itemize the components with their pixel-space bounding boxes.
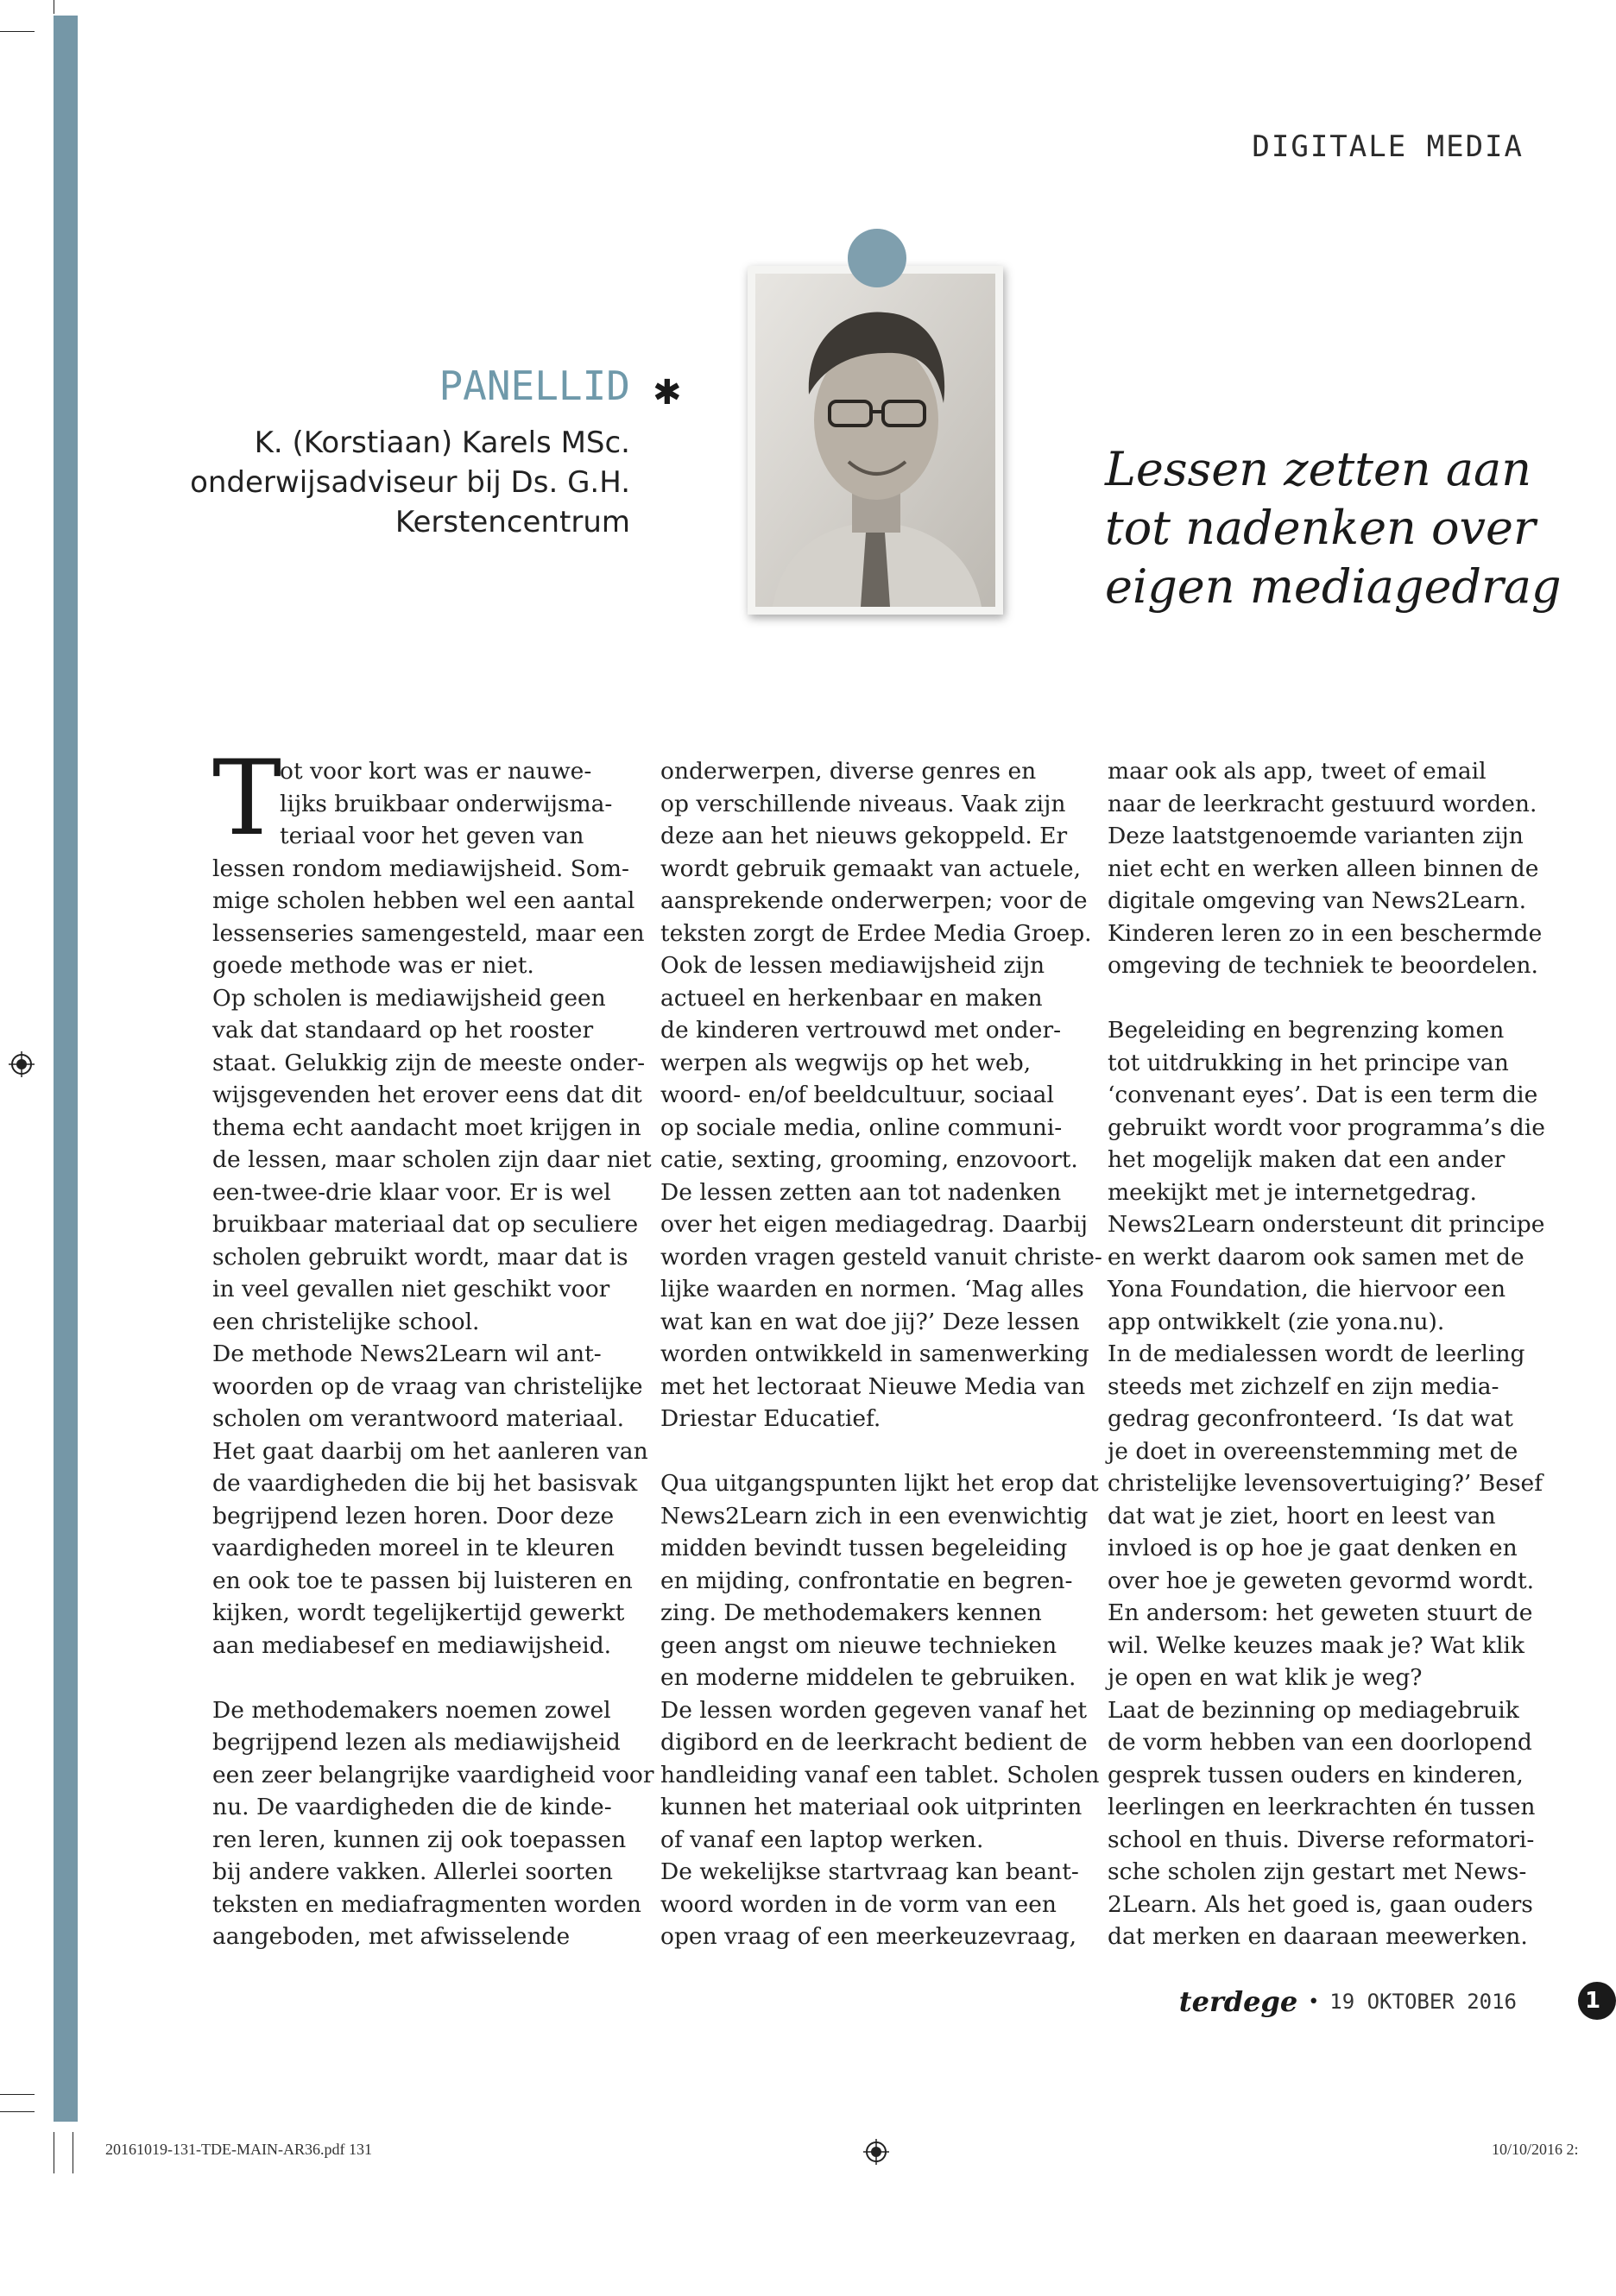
text-line: een christelijke school. xyxy=(212,1308,480,1335)
text-line: je open en wat klik je weg? xyxy=(1108,1664,1423,1691)
text-line: ot voor kort was er nauwe- xyxy=(280,758,592,785)
star-icon: ✱ xyxy=(653,373,682,413)
text-line: thema echt aandacht moet krijgen in xyxy=(212,1113,641,1141)
text-line: over het eigen mediagedrag. Daarbij xyxy=(660,1211,1088,1238)
text-line: aangeboden, met afwisselende xyxy=(212,1923,571,1950)
text-line: handleiding vanaf een tablet. Scholen xyxy=(660,1761,1100,1788)
text-line: In de medialessen wordt de leerling xyxy=(1108,1340,1525,1367)
text-line: en mijding, confrontatie en begren- xyxy=(660,1567,1073,1594)
text-line: aan mediabesef en mediawijsheid. xyxy=(212,1631,612,1659)
text-line: woord worden in de vorm van een xyxy=(660,1890,1057,1918)
text-line: Het gaat daarbij om het aanleren van xyxy=(212,1437,648,1465)
text-line: teriaal voor het geven van xyxy=(280,823,584,849)
text-line: staat. Gelukkig zijn de meeste onder- xyxy=(212,1049,646,1076)
text-line: ‘convenant eyes’. Dat is een term die xyxy=(1108,1082,1538,1108)
text-line: en werkt daarom ook samen met de xyxy=(1108,1243,1524,1271)
text-line: goede methode was er niet. xyxy=(212,952,534,979)
text-line xyxy=(212,1662,635,1694)
crop-mark xyxy=(0,2111,35,2112)
text-line: vak dat standaard op het rooster xyxy=(212,1017,594,1044)
print-slug-datetime: 10/10/2016 2: xyxy=(1492,2141,1579,2158)
text-line: nu. De vaardigheden die de kinde- xyxy=(212,1794,612,1820)
photo-pin xyxy=(848,229,906,287)
headline-line: Lessen zetten aan xyxy=(1105,442,1532,496)
text-line: deze aan het nieuws gekoppeld. Er xyxy=(660,823,1068,849)
text-line: De methode News2Learn wil ant- xyxy=(212,1340,602,1367)
text-line: school en thuis. Diverse reformatori- xyxy=(1108,1826,1535,1853)
text-line: News2Learn zich in een evenwichtig xyxy=(660,1502,1089,1530)
text-line: digitale omgeving van News2Learn. xyxy=(1108,887,1527,914)
text-line: leerlingen en leerkrachten én tussen xyxy=(1108,1794,1536,1820)
headline xyxy=(1105,440,1562,616)
text-line: woord- en/of beeldcultuur, sociaal xyxy=(660,1082,1054,1108)
text-line: De wekelijkse startvraag kan beant- xyxy=(660,1858,1079,1885)
portrait-image xyxy=(755,274,995,607)
text-line: Begeleiding en begrenzing komen xyxy=(1108,1017,1505,1044)
text-line: News2Learn ondersteunt dit principe xyxy=(1108,1211,1545,1238)
text-line: lessenseries samengesteld, maar een xyxy=(212,919,645,947)
panel-name-line: onderwijsadviseur bij Ds. G.H. xyxy=(190,465,630,500)
text-line: de vaardigheden die bij het basisvak xyxy=(212,1470,638,1497)
text-line xyxy=(660,1435,1083,1468)
text-line: de lessen, maar scholen zijn daar niet xyxy=(212,1146,652,1173)
text-line: worden vragen gesteld vanuit christe- xyxy=(660,1243,1102,1271)
text-line: ren leren, kunnen zij ook toepassen xyxy=(212,1826,627,1853)
text-line: wat kan en wat doe jij?’ Deze lessen xyxy=(660,1308,1080,1335)
text-line: onderwerpen, diverse genres en xyxy=(660,758,1037,785)
text-line: Qua uitgangspunten lijkt het erop dat xyxy=(660,1470,1099,1497)
text-line: scholen om verantwoord materiaal. xyxy=(212,1405,624,1432)
text-line: scholen gebruikt wordt, maar dat is xyxy=(212,1243,628,1271)
magazine-brand: terdege xyxy=(1178,1985,1298,2018)
page-footer xyxy=(1179,1985,1517,2018)
crop-mark xyxy=(0,2094,35,2095)
headline-line: eigen mediagedrag xyxy=(1105,559,1562,614)
text-line: invloed is op hoe je gaat denken en xyxy=(1108,1535,1518,1561)
page-number: 1 xyxy=(1578,1982,1616,2020)
text-line: over hoe je geweten gevormd wordt. xyxy=(1108,1567,1535,1594)
issue-date: 19 OKTOBER 2016 xyxy=(1329,1990,1517,2014)
text-line: gesprek tussen ouders en kinderen, xyxy=(1108,1761,1524,1788)
text-line: en ook toe te passen bij luisteren en xyxy=(212,1567,633,1594)
crop-mark xyxy=(0,31,35,32)
text-line: kunnen het materiaal ook uitprinten xyxy=(660,1794,1083,1820)
text-line: teksten en mediafragmenten worden xyxy=(212,1890,641,1918)
footer-separator: • xyxy=(1308,1990,1320,2013)
body-column-1 xyxy=(212,755,654,1953)
text-line: begrijpend lezen horen. Door deze xyxy=(212,1502,615,1530)
text-line: lessen rondom mediawijsheid. Som- xyxy=(212,855,629,882)
text-line: De methodemakers noemen zowel xyxy=(212,1696,611,1724)
headline-line: tot nadenken over xyxy=(1105,501,1536,555)
text-line: Deze laatstgenoemde varianten zijn xyxy=(1108,823,1524,849)
text-line: sche scholen zijn gestart met News- xyxy=(1108,1858,1527,1885)
text-line: De lessen worden gegeven vanaf het xyxy=(660,1696,1088,1724)
text-line: Laat de bezinning op mediagebruik xyxy=(1108,1696,1519,1724)
text-line: geen angst om nieuwe technieken xyxy=(660,1631,1057,1659)
text-line: dat merken en daaraan meewerken. xyxy=(1108,1923,1528,1950)
text-line: digibord en de leerkracht bedient de xyxy=(660,1729,1088,1756)
text-line: begrijpend lezen als mediawijsheid xyxy=(212,1729,621,1756)
text-line: Driestar Educatief. xyxy=(660,1405,881,1432)
panel-label: PANELLID xyxy=(439,363,630,409)
text-line: gebruikt wordt voor programma’s die xyxy=(1108,1113,1545,1141)
text-line: in veel gevallen niet geschikt voor xyxy=(212,1276,610,1303)
text-line: midden bevindt tussen begeleiding xyxy=(660,1535,1068,1561)
text-line: actueel en herkenbaar en maken xyxy=(660,984,1043,1012)
text-line: en moderne middelen te gebruiken. xyxy=(660,1664,1076,1691)
text-line: app ontwikkelt (zie yona.nu). xyxy=(1108,1308,1445,1335)
text-line: De lessen zetten aan tot nadenken xyxy=(660,1178,1062,1206)
text-line: zing. De methodemakers kennen xyxy=(660,1599,1042,1626)
text-line: bruikbaar materiaal dat op seculiere xyxy=(212,1211,639,1238)
text-line: christelijke levensovertuiging?’ Besef xyxy=(1108,1470,1543,1497)
text-line: 2Learn. Als het goed is, gaan ouders xyxy=(1108,1890,1533,1918)
text-line: aansprekende onderwerpen; voor de xyxy=(660,887,1088,914)
text-line: Yona Foundation, die hiervoor een xyxy=(1108,1276,1506,1303)
text-line: maar ook als app, tweet of email xyxy=(1108,758,1487,785)
text-line: catie, sexting, grooming, enzovoort. xyxy=(660,1146,1078,1173)
panel-member-name xyxy=(173,423,630,542)
text-line: woorden op de vraag van christelijke xyxy=(212,1372,643,1400)
text-line: teksten zorgt de Erdee Media Groep. xyxy=(660,919,1092,947)
text-line: vaardigheden moreel in te kleuren xyxy=(212,1535,615,1561)
text-line: lijks bruikbaar onderwijsma- xyxy=(280,790,613,817)
text-line: je doet in overeenstemming met de xyxy=(1108,1437,1518,1465)
text-line: een-twee-drie klaar voor. Er is wel xyxy=(212,1178,611,1206)
print-slug-file: 20161019-131-TDE-MAIN-AR36.pdf 131 xyxy=(105,2141,372,2158)
text-line: werpen als wegwijs op het web, xyxy=(660,1049,1032,1076)
text-line: open vraag of een meerkeuzevraag, xyxy=(660,1923,1076,1950)
body-column-2 xyxy=(660,755,1102,1953)
text-line xyxy=(1108,982,1531,1015)
accent-side-bar xyxy=(54,16,78,2122)
text-line: En andersom: het geweten stuurt de xyxy=(1108,1599,1533,1626)
text-line: op verschillende niveaus. Vaak zijn xyxy=(660,790,1066,817)
text-line: lijke waarden en normen. ‘Mag alles xyxy=(660,1276,1084,1303)
text-line: niet echt en werken alleen binnen de xyxy=(1108,855,1539,882)
text-line: het mogelijk maken dat een ander xyxy=(1108,1146,1506,1173)
drop-cap: T xyxy=(212,739,282,859)
text-line: steeds met zichzelf en zijn media- xyxy=(1108,1372,1499,1400)
text-line: meekijkt met je internetgedrag. xyxy=(1108,1178,1477,1206)
body-column-3 xyxy=(1108,755,1545,1953)
text-line: mige scholen hebben wel een aantal xyxy=(212,887,635,914)
portrait-photo xyxy=(748,266,1003,615)
text-line: de kinderen vertrouwd met onder- xyxy=(660,1017,1062,1044)
text-line: Op scholen is mediawijsheid geen xyxy=(212,984,606,1012)
text-line: Ook de lessen mediawijsheid zijn xyxy=(660,952,1045,979)
text-line: naar de leerkracht gestuurd worden. xyxy=(1108,790,1537,817)
registration-mark-icon xyxy=(863,2139,889,2165)
text-line: bij andere vakken. Allerlei soorten xyxy=(212,1858,613,1885)
text-line: de vorm hebben van een doorlopend xyxy=(1108,1729,1532,1756)
text-line: kijken, wordt tegelijkertijd gewerkt xyxy=(212,1599,625,1626)
text-line: wordt gebruik gemaakt van actuele, xyxy=(660,855,1082,882)
text-line: wil. Welke keuzes maak je? Wat klik xyxy=(1108,1631,1524,1659)
text-line: wijsgevenden het erover eens dat dit xyxy=(212,1082,642,1108)
text-line: gedrag geconfronteerd. ‘Is dat wat xyxy=(1108,1405,1513,1432)
text-line: worden ontwikkeld in samenwerking xyxy=(660,1340,1089,1367)
panel-name-line: Kerstencentrum xyxy=(395,505,630,539)
text-line: of vanaf een laptop werken. xyxy=(660,1826,984,1853)
text-line: tot uitdrukking in het principe van xyxy=(1108,1049,1509,1076)
section-label: DIGITALE MEDIA xyxy=(1252,129,1524,164)
text-line: op sociale media, online communi- xyxy=(660,1113,1063,1141)
text-line: dat wat je ziet, hoort en leest van xyxy=(1108,1502,1496,1530)
text-line: Kinderen leren zo in een beschermde xyxy=(1108,919,1543,947)
text-line: omgeving de techniek te beoordelen. xyxy=(1108,952,1538,979)
panel-name-line: K. (Korstiaan) Karels MSc. xyxy=(254,426,630,460)
registration-mark-icon xyxy=(9,1051,35,1077)
text-line: met het lectoraat Nieuwe Media van xyxy=(660,1372,1086,1400)
text-line: een zeer belangrijke vaardigheid voor xyxy=(212,1761,654,1788)
